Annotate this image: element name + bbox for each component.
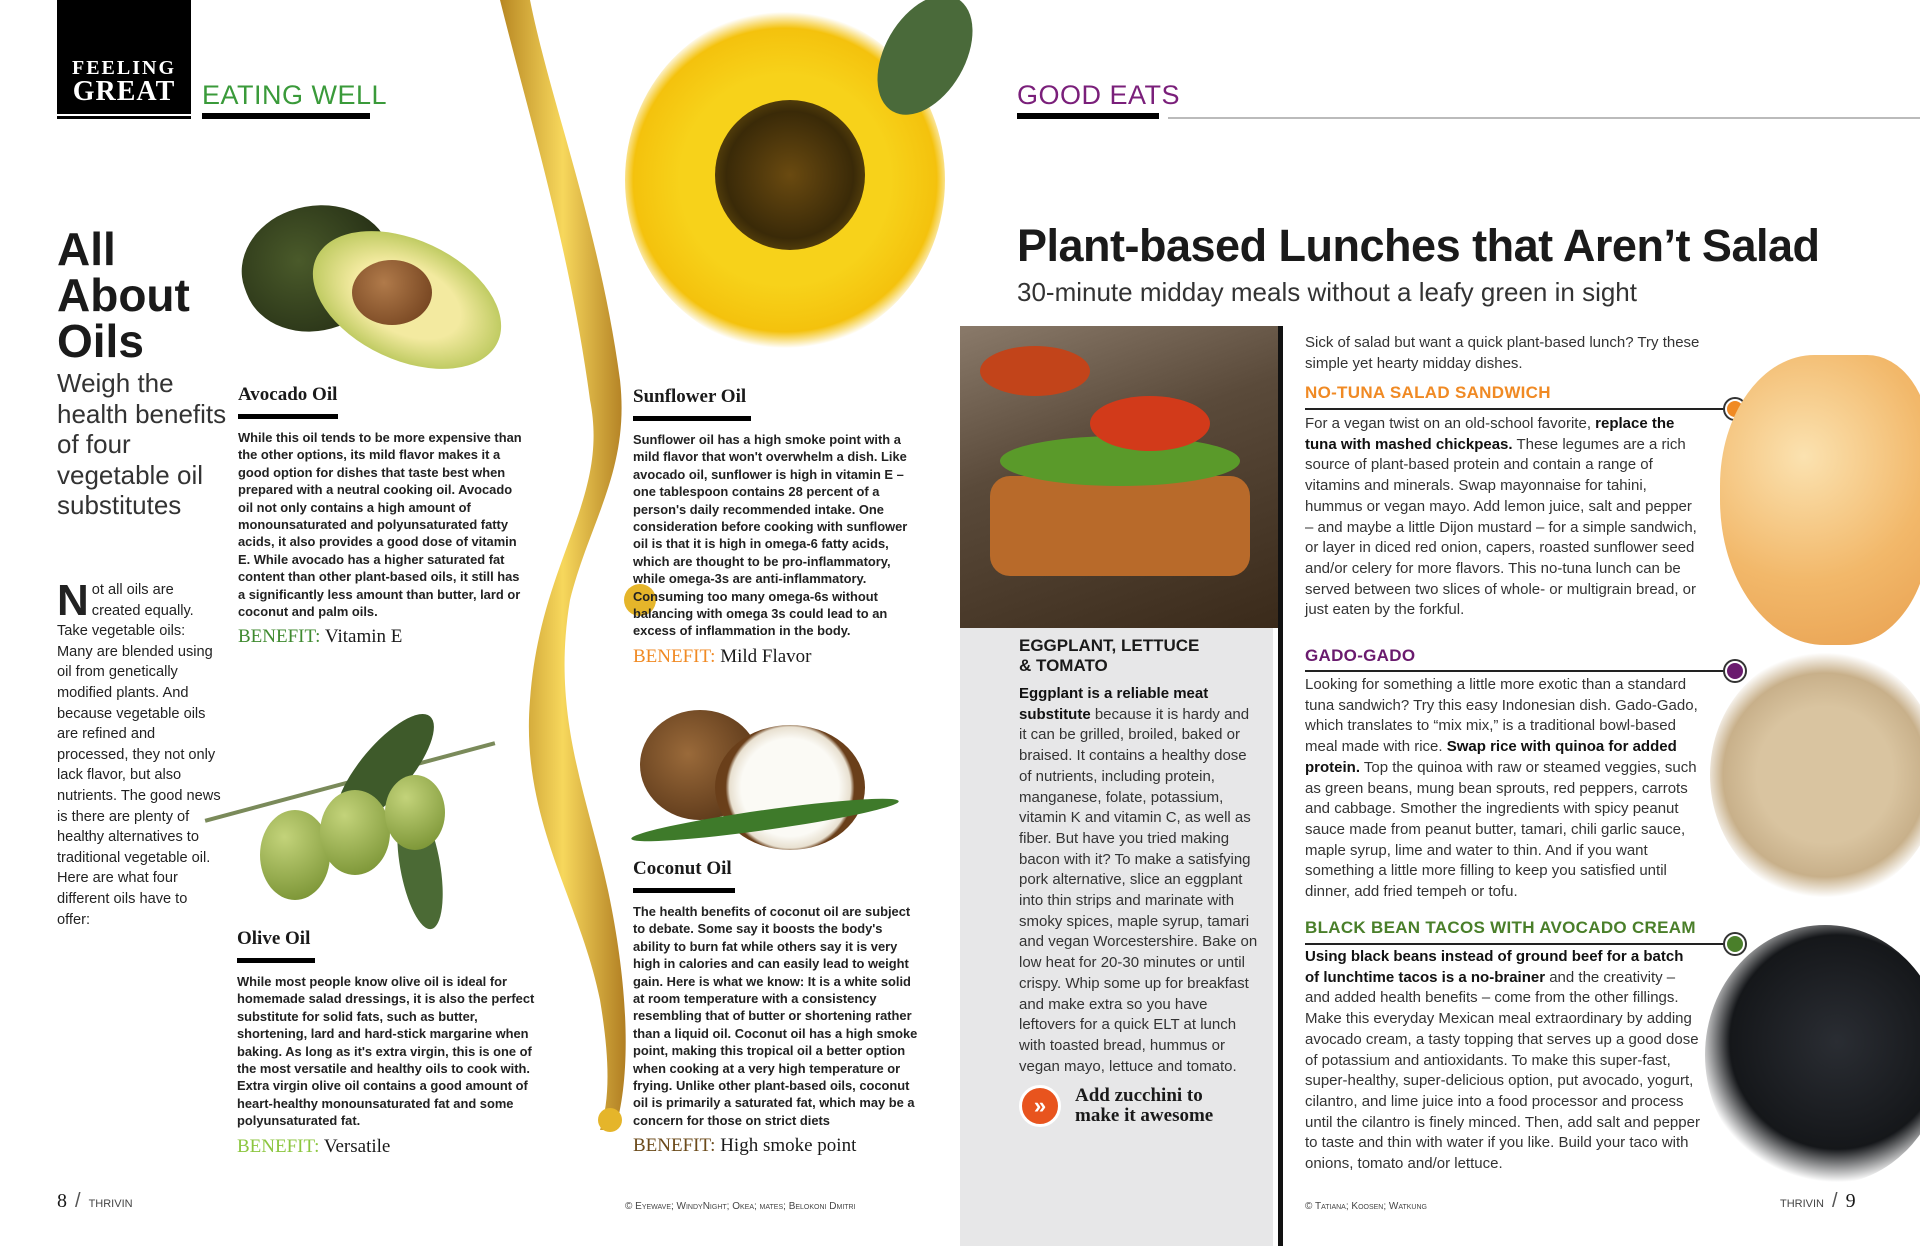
section-underline [1017, 113, 1159, 119]
sidebar-body: because it is hardy and it can be grilled, broiled, baked or braised. It contains a healthy dose of nutrients, including protein, manganese, folate, potassium, vitamin K and vitamin C, as well as fiber. But have you tried making bacon with it? To make a satisfying pork alternative, slice an eggplant into thin strips and marinate with smoky spices, maple syrup, tamari and vegan Worcestershire. Bake on low heat for 20-30 minutes or until crispy. Whip some up for breakfast and make extra so you have leftovers for a quick ELT at lunch with toasted bread, hummus or vegan mayo, lettuce and tomato. [1019, 705, 1258, 1075]
oil-body: Sunflower oil has a high smoke point with a mild flavor that won't overwhelm a dish. Like avocado oil, sunflower is high in vitamin E – one tablespoon contains 28 percent of a person's daily recommended intake. One consideration before cooking with sunflower oil is that it is high in omega-6 fatty acids, which are thought to be pro-inflammatory, while omega-3s are anti-inflammatory. Consuming too many omega-6s without balancing with omega 3s could lead to an excess of inflammation in the body. [633, 432, 908, 639]
magazine-name: THRIVIN [1780, 1198, 1824, 1210]
oil-section-olive [237, 928, 537, 1158]
text: Top the quinoa with raw or steamed veggies, such as green beans, mung bean sprouts, red peppers, carrots and cabbage. Smother the ingredients with spicy peanut sauce made from peanut butter, tamari, chili garlic sauce, maple syrup, lime and water to thin. And if you want something a little more filling to keep you satisfied until dinner, add fried tempeh or tofu. [1305, 758, 1697, 901]
benefit-label: BENEFIT: [237, 1135, 320, 1157]
oil-heading: Olive Oil [237, 928, 311, 949]
avocado-image [237, 200, 522, 380]
oil-heading: Sunflower Oil [633, 386, 747, 407]
benefit-label: BENEFIT: [633, 1135, 716, 1157]
text: These legumes are a rich source of plant-based protein and contain a range of vitamins and minerals. Swap mayonnaise for tahini, hummus or vegan mayo. Add lemon juice, salt and pepper – and maybe a little Dijon mustard – for a simple sandwich, or layer in diced red onion, capers, roasted sunflower seed and/or celery for more flavors. This no-tuna lunch can be served between two slices of whole- or multigrain bread, or just eaten by the forkful. [1305, 435, 1697, 619]
page-title [57, 223, 190, 367]
benefit-value: Mild Flavor [720, 645, 812, 667]
article-title: Plant-based Lunches that Aren’t Salad [1017, 220, 1820, 271]
recipe-heading: BLACK BEAN TACOS WITH AVOCADO CREAM [1305, 918, 1696, 937]
oil-body: The health benefits of coconut oil are subject to debate. Some say it boosts the body's ability to burn fat while others say it is very high in calories and can easily lead to weight gain. Here is what we know: It is a white solid at room temperature with a consistency resembling that of butter or shortening rather than a liquid oil. Coconut oil has a high smoke point, making this tropical oil a better option when cooking at a very high temperature or frying. Unlike other plant-based oils, coconut oil is primarily a saturated fat, which may be a concern for those on strict diets [633, 904, 918, 1128]
benefit-value: Versatile [323, 1135, 391, 1157]
bold-text: Using black beans instead of ground beef for a batch of lunchtime tacos is a no-brainer [1305, 948, 1684, 986]
column-divider [1278, 326, 1283, 1246]
oil-section-sunflower [633, 386, 923, 668]
heading-bar [633, 888, 735, 893]
brand-logo [57, 0, 191, 114]
text: and the creativity – and added health benefits – come from the other fillings. Make this everyday Mexican meal extraordinary by adding avocado cream, a tasty topping that serves up a good dose of potassium and antioxidants. To make this super-fast, super-healthy, super-delicious option, put avocado, yogurt, cilantro, and lime juice into a food processor and process until the cilantro is finely minced. Then, add salt and pepper to taste and thin with water if you like. Build your taco with onions, tomato and/or lettuce. [1305, 968, 1700, 1173]
tip-text: Add zucchini to make it awesome [1075, 1085, 1214, 1127]
heading-bar [237, 958, 315, 963]
sidebar-heading: EGGPLANT, LETTUCE & TOMATO [1019, 636, 1200, 675]
separator: / [75, 1190, 81, 1212]
oil-body: While most people know olive oil is ideal for homemade salad dressings, it is also the perfect substitute for solid fats, such as butter, shortening, lard and hard-stick margarine when baking. As long as it's extra virgin, this is one of the most versatile and healthy oils to cook with. Extra virgin olive oil contains a good amount of heart-healthy monounsaturated fat and some polyunsaturated fat. [237, 974, 535, 1129]
separator: / [1832, 1190, 1838, 1212]
bold-text: replace the tuna with mashed chickpeas. [1305, 415, 1675, 453]
recipe-black-bean-tacos [1305, 918, 1745, 1175]
page-footer-right [1780, 1190, 1856, 1213]
divider [57, 116, 191, 119]
oil-heading: Avocado Oil [238, 384, 338, 405]
page-footer-left [57, 1190, 133, 1213]
heading-bar [633, 416, 751, 421]
divider [1305, 943, 1725, 945]
photo-credits: © Tatiana; Koosen; Watkung [1305, 1201, 1427, 1212]
page-number: 8 [57, 1190, 67, 1212]
divider [1305, 670, 1725, 672]
text: Looking for something a little more exotic than a standard tuna sandwich? Try this easy Indonesian dish. Gado-Gado, which translates to “mix mix,” is a traditional bowl-based meal made with rice. [1305, 676, 1698, 756]
title-line: Oils [57, 315, 144, 367]
page-number: 9 [1845, 1190, 1856, 1212]
oil-section-avocado [238, 384, 528, 648]
page-subtitle: Weigh the health benefits of four vegetable oil substitutes [57, 368, 227, 520]
oil-section-coconut [633, 858, 923, 1157]
olive-branch-image [200, 700, 510, 930]
mashed-chickpeas-image [1720, 355, 1920, 645]
section-label: GOOD EATS [1017, 80, 1181, 110]
intro-body: ot all oils are created equally. Take vegetable oils: Many are blended using oil from genetically modified plants. And because vegetable oils are refined and processed, they not only lack flavor, but also nutrients. The good news is there are plenty of healthy alternatives to traditional vegetable oil. Here are what four different oils have to offer: [57, 582, 221, 928]
benefit-value: High smoke point [720, 1135, 857, 1157]
bullet-dot-icon [1725, 934, 1745, 954]
section-label: EATING WELL [202, 80, 388, 110]
benefit-label: BENEFIT: [238, 626, 321, 648]
article-subtitle: 30-minute midday meals without a leafy green in sight [1017, 277, 1637, 307]
section-underline [202, 113, 370, 119]
sunflower-image [615, 0, 960, 365]
recipe-heading: GADO-GADO [1305, 646, 1416, 665]
bullet-dot-icon [1725, 661, 1745, 681]
oil-heading: Coconut Oil [633, 858, 732, 879]
dropcap: N [57, 576, 89, 625]
recipe-gado-gado [1305, 646, 1745, 903]
divider [1168, 117, 1920, 119]
tip-callout [1019, 1085, 1259, 1127]
benefit-value: Vitamin E [324, 626, 403, 648]
heading-bar [238, 414, 338, 419]
coconut-image [630, 700, 905, 860]
title-line: About [57, 269, 190, 321]
oil-body: While this oil tends to be more expensive than the other options, its mild flavor makes it a good option for dishes that taste best when prepared with a neutral cooking oil. Avocado oil not only contains a high amount of monounsaturated and polyunsaturated fatty acids, it also provides a good dose of vitamin E. While avocado has a higher saturated fat content than other plant-based oils, it still has a significantly less amount than butter, lard or coconut and palm oils. [238, 430, 522, 620]
magazine-name: THRIVIN [88, 1198, 133, 1210]
sidebar-eggplant [1019, 636, 1259, 1127]
brand-line2: GREAT [72, 76, 176, 107]
benefit-label: BENEFIT: [633, 645, 716, 667]
brand-line1: FEELING [71, 57, 177, 79]
divider [1305, 408, 1725, 410]
bold-text: Swap rice with quinoa for added protein. [1305, 738, 1677, 776]
intro-text [57, 576, 222, 930]
recipe-heading: NO-TUNA SALAD SANDWICH [1305, 383, 1551, 402]
eggplant-sandwich-image [960, 326, 1278, 628]
title-line: All [57, 223, 116, 275]
text: For a vegan twist on an old-school favorite, [1305, 415, 1596, 432]
double-chevron-right-icon: » [1019, 1085, 1061, 1127]
sidebar-bold: Eggplant is a reliable meat substitute [1019, 685, 1209, 723]
photo-credits: © Eyewave; WindyNight; Okea; mates; Belokoni Dmitri [625, 1201, 856, 1212]
recipe-no-tuna [1305, 383, 1745, 621]
article-intro: Sick of salad but want a quick plant-based lunch? Try these simple yet hearty midday dishes. [1305, 334, 1700, 372]
